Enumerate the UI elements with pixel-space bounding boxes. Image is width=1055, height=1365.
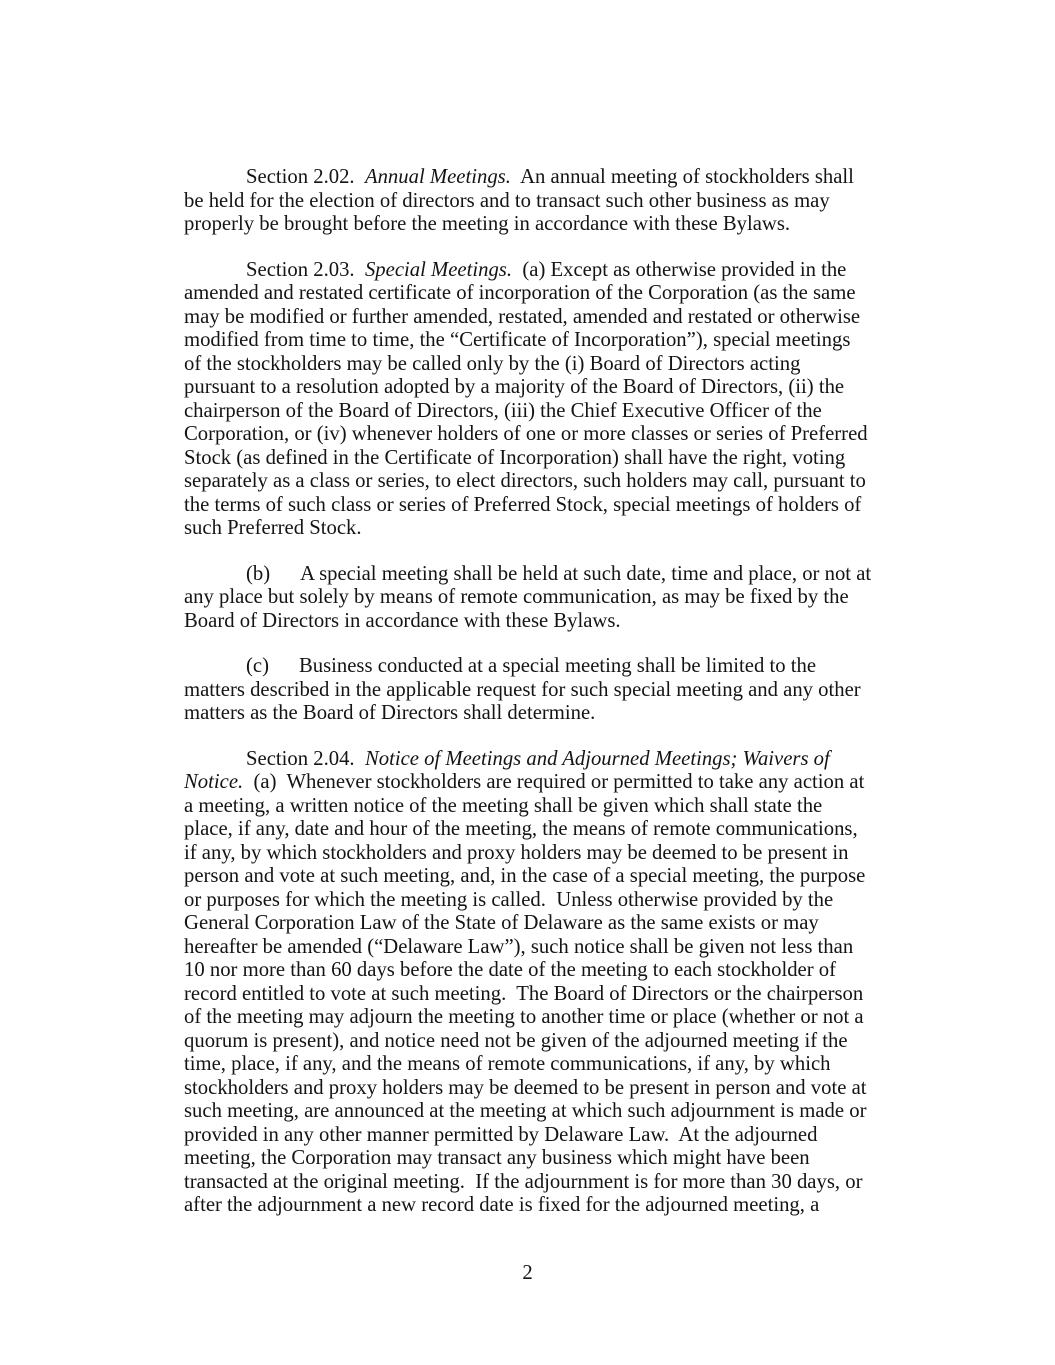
section-2-02-paragraph bbox=[184, 166, 872, 237]
subsection-b-paragraph bbox=[184, 562, 877, 634]
section-number: Section 2.04. bbox=[246, 747, 355, 770]
section-body-text: An annual meeting of stockholders shall be held for the election of directors and to transact such other business as may properly be brought before the meeting in accordance with these Bylaws. bbox=[184, 166, 860, 235]
section-number: Section 2.02. bbox=[246, 166, 355, 188]
page-number: 2 bbox=[522, 1262, 533, 1284]
subsection-body-text: A special meeting shall be held at such date, time and place, or not at any place but solely by means of remote communication, as may be fixed by the Board of Directors in accordance with these Bylaws. bbox=[184, 562, 877, 632]
subsection-body-text: Business conducted at a special meeting shall be limited to the matters described in the applicable request for such special meeting and any other matters as the Board of Directors shall determine. bbox=[184, 655, 866, 724]
section-body-text: (a) Except as otherwise provided in the amended and restated certificate of incorporation of the Corporation (as the same may be modified or further amended, restated, amended and restated or otherwise modified from time to time, the “Certificate of Incorporation”), special meetings of the stockholders may be called only by the (i) Board of Directors acting pursuant to a resolution adopted by a majority of the Board of Directors, (ii) the chairperson of the Board of Directors, (iii) the Chief Executive Officer of the Corporation, or (iv) whenever holders of one or more classes or series of Preferred Stock (as defined in the Certificate of Incorporation) shall have the right, voting separately as a class or series, to elect directors, such holders may call, pursuant to the terms of such class or series of Preferred Stock, special meetings of holders of such Preferred Stock. bbox=[184, 258, 873, 539]
section-2-03-paragraph bbox=[184, 259, 872, 541]
subsection-label: (b) bbox=[246, 562, 271, 585]
section-title: Annual Meetings. bbox=[364, 166, 511, 188]
section-number: Section 2.03. bbox=[246, 258, 355, 281]
document-body bbox=[184, 166, 877, 1240]
section-title: Special Meetings. bbox=[364, 258, 513, 281]
section-title: Notice of Meetings and Adjourned Meetings; Waivers of Notice. bbox=[184, 747, 835, 793]
subsection-c-paragraph bbox=[184, 655, 872, 726]
section-body-text: (a) Whenever stockholders are required or permitted to take any action at a meeting, a written notice of the meeting shall be given which shall state the place, if any, date and hour of the meeting, the means of remote communications, if any, by which stockholders and proxy holders may be deemed to be present in person and vote at such meeting, and, in the case of a special meeting, the purpose or purposes for which the meeting is called. Unless otherwise provided by the General Corporation Law of the State of Delaware as the same exists or may hereafter be amended (“Delaware Law”), such notice shall be given not less than 10 nor more than 60 days before the date of the meeting to each stockholder of record entitled to vote at such meeting. The Board of Directors or the chairperson of the meeting may adjourn the meeting to another time or place (whether or not a quorum is present), and notice need not be given of the adjourned meeting if the time, place, if any, and the means of remote communications, if any, by which stockholders and proxy holders may be deemed to be present in person and vote at such meeting, are announced at the meeting at which such adjournment is made or provided in any other manner permitted by Delaware Law. At the adjourned meeting, the Corporation may transact any business which might have been transacted at the original meeting. If the adjournment is for more than 30 days, or after the adjournment a new record date is fixed for the adjourned meeting, a bbox=[184, 771, 872, 1216]
section-2-04-paragraph bbox=[184, 748, 872, 1218]
subsection-label: (c) bbox=[246, 655, 269, 677]
